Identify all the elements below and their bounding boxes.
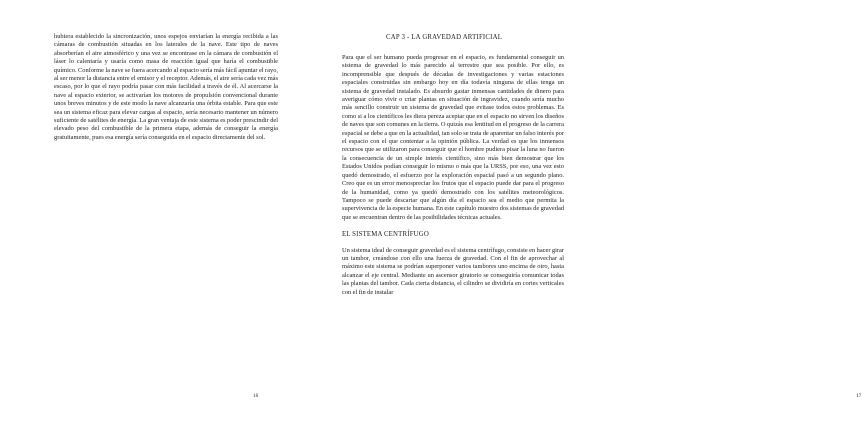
right-page-paragraph-2: Un sistema ideal de conseguir gravedad es el sistema centrífugo, consiste en hacer girar un tambor, creándose con ello una fuerza de gravedad. Con el fin de aprovechar al máximo este sistema se podrían superponer varios tambores uno encima de otro, hasta alcanzar el eje central. Mediante un ascensor giratorio se conseguiría comunicar todas las plantas del tambor. Cada cierta distancia, el cilindro se dividiría en cortes verticales con el fin de instalar [342,246,564,296]
chapter-title: CAP 3 - LA GRAVEDAD ARTIFICIAL [386,34,503,41]
section-heading: EL SISTEMA CENTRÍFUGO [342,231,430,239]
page-number-right: 17 [856,393,861,399]
right-page [300,0,861,424]
left-page [0,0,300,424]
right-page-paragraph-1: Para que el ser humano pueda progresar en el espacio, es fundamental conseguir un sistema de gravedad lo más parecido al terrestre que sea posible. Por ello, es incomprensible que después de décadas de investigaciones y varias estaciones espaciales construidas sin embargo hoy en día todavía ninguna de ellas tenga un sistema de gravedad instalado. Es absurdo gastar inmensas cantidades de dinero para averiguar cómo vivir o criar plantas en situación de ingravidez, cuando sería mucho más sencillo construir un sistema de gravedad que evitase todos estos problemas. Es como si a los científicos les diera pereza aceptar que en el espacio no sirven los diseños de naves que son comunes en la tierra. O quizás esa lentitud en el progreso de la carrera espacial se debe a que en la actualidad, tan solo se trata de aparentar un falso interés por el espacio con el que contentar a la opinión pública. La verdad es que los inmensos recursos que se utilizaron para conseguir que el hombre pudiera pisar la luna no fueron la consecuencia de un simple interés científico, sino más bien demostrar que los Estados Unidos podían conseguir lo mismo o más que la URSS, por eso, una vez esto quedó demostrado, el esfuerzo por la exploración espacial pasó a un segundo plano. Creo que es un error menospreciar los frutos que el espacio puede dar para el progreso de la humanidad, como ya quedó demostrado con los satélites meteorológicos. Tampoco se puede descartar que algún día el espacio sea el medio que permita la supervivencia de la especie humana. En este capítulo muestro dos sistemas de gravedad que se encuentran dentro de las posibilidades técnicas actuales. [342,54,564,221]
right-page-body [342,54,564,297]
page-number-left: 16 [253,393,259,399]
left-page-paragraph: hubiera establecido la sincronización, unos espejos enviarían la energía recibida a las cámaras de combustión situadas en los laterales de la nave. Este tipo de naves absorberían el aire atmosférico y una vez se encontrase en la cámara de combustión el láser lo calentaría y usaría como masa de reacción igual que haría el combustible químico. Conforme la nave se fuera acercando al espacio sería más fácil apuntar el rayo, al ser menor la distancia entre el emisor y el receptor. Además, el aire sería cada vez más escaso, por lo que el rayo podría pasar con más facilidad a través de él. Al acercarse la nave al espacio exterior, se activarían los motores de propulsión convencional durante unos breves minutos y de este modo la nave alcanzaría una órbita estable. Para que este sea un sistema eficaz para elevar cargas al espacio, sería necesario mantener un número suficiente de satélites de energía. La gran ventaja de este sistema es poder prescindir del elevado peso del combustible de la primera etapa, además de conseguir la energía gratuitamente, pues esa energía sería conseguida en el espacio directamente del sol. [54,33,278,141]
left-page-body [54,33,278,142]
